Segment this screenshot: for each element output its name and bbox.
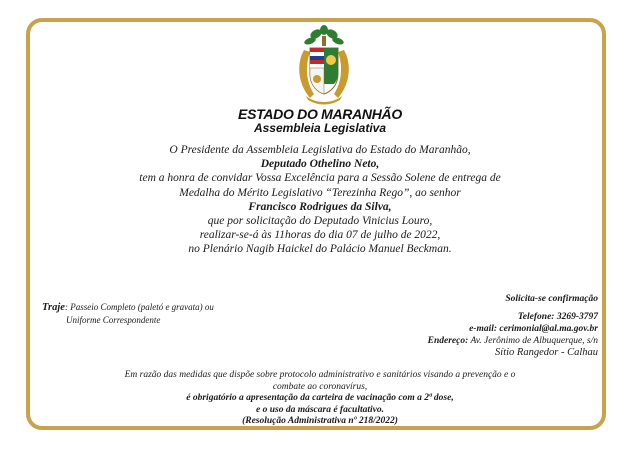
dress-code	[42, 301, 214, 326]
contact-block	[428, 293, 598, 359]
dress-code-line: Uniforme Correspondente	[66, 315, 161, 325]
notice-line: e o uso da máscara é facultativo.	[256, 404, 384, 415]
invitation-text	[0, 143, 640, 257]
district-text: Sítio Rangedor - Calhau	[495, 347, 598, 358]
assembly-subtitle: Assembleia Legislativa	[253, 121, 387, 135]
invitation-line: que por solicitação do Deputado Vinicius Louro,	[207, 215, 433, 228]
dress-code-label: Traje	[42, 302, 65, 313]
rsvp-text: Solicita-se confirmação	[505, 294, 598, 304]
notice-line: é obrigatório a apresentação da carteira de vacinação com a 2ª dose,	[186, 393, 454, 404]
notice-line: combate ao coronavírus,	[272, 381, 368, 392]
invitation-line: O Presidente da Assembleia Legislativa do Estado do Maranhão,	[169, 144, 471, 156]
address-text: Av. Jerônimo de Albuquerque, s/n	[468, 336, 598, 346]
maranhao-coat-of-arms-icon	[296, 24, 352, 106]
health-notice	[0, 370, 640, 428]
phone-text: Telefone: 3269-3797	[517, 312, 598, 322]
address-label: Endereço:	[427, 336, 469, 346]
invitation-line: tem a honra de convidar Vossa Excelência para a Sessão Solene de entrega de	[139, 172, 501, 185]
president-name: Deputado Othelino Neto,	[260, 158, 380, 171]
honoree-name: Francisco Rodrigues da Silva,	[248, 200, 392, 213]
resolution-reference: (Resolução Administrativa nº 218/2022)	[242, 416, 398, 427]
email-text: e-mail: cerimonial@al.ma.gov.br	[469, 324, 598, 334]
dress-code-line: : Passeio Completo (paletó e gravata) ou	[64, 302, 214, 312]
invitation-line: realizar-se-á às 11horas do dia 07 de julho de 2022,	[199, 229, 441, 242]
invitation-line: Medalha do Mérito Legislativo “Terezinha Rego”, ao senhor	[179, 186, 461, 199]
invitation-line: no Plenário Nagib Haickel do Palácio Manuel Beckman.	[188, 243, 452, 256]
notice-line: Em razão das medidas que dispõe sobre protocolo administrativo e sanitários visando a prevenção e o	[124, 370, 516, 380]
state-title: ESTADO DO MARANHÃO	[238, 106, 402, 122]
